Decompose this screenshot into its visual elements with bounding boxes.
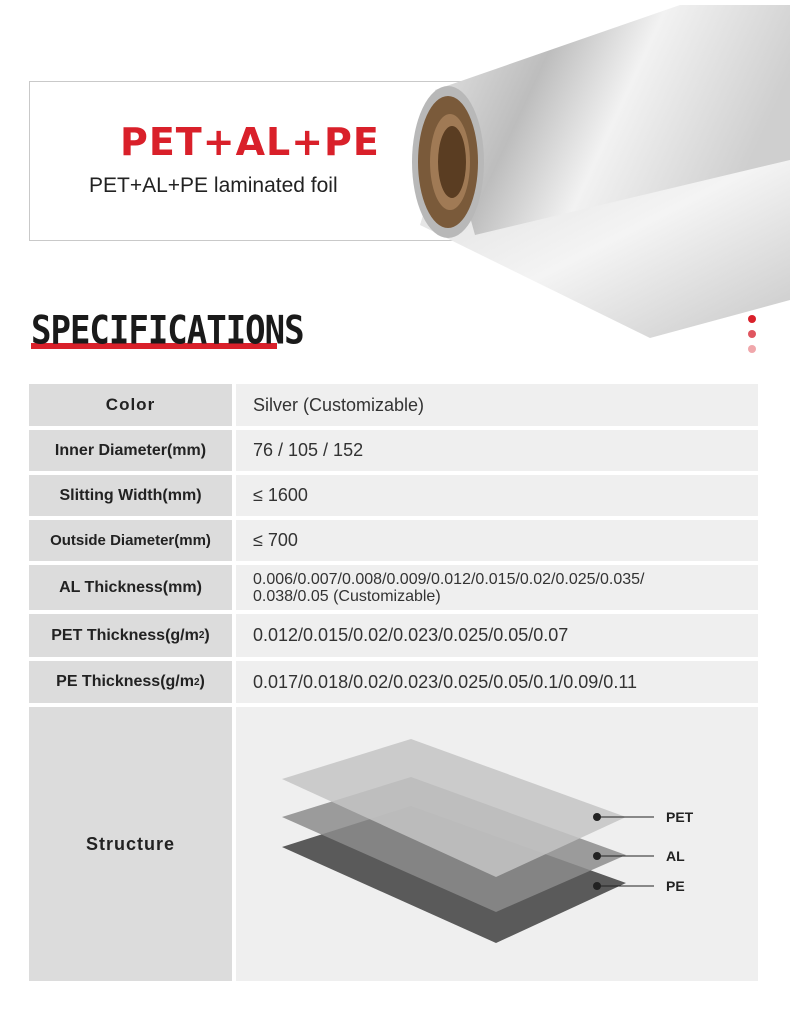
pe-layer-label: PE [666,878,685,894]
pet-layer-label: PET [666,809,694,825]
hero-subtitle: PET+AL+PE laminated foil [89,174,338,197]
foil-roll-image [380,0,790,340]
label-text: PE Thickness(g/m [56,673,194,690]
row-label: Structure [29,707,232,981]
row-label [29,614,232,657]
row-value: ≤ 1600 [236,475,758,516]
row-value: ≤ 700 [236,520,758,561]
label-end: ) [199,673,205,690]
superscript: 2 [198,630,205,641]
al-layer-label: AL [666,848,685,864]
table-row [29,707,758,981]
table-row [29,475,758,516]
row-label: Color [29,384,232,426]
table-row [29,430,758,471]
table-row [29,661,758,703]
row-value: 76 / 105 / 152 [236,430,758,471]
table-row [29,384,758,426]
decorative-dot [748,330,756,338]
table-row [29,520,758,561]
row-value: Silver (Customizable) [236,384,758,426]
structure-diagram-cell [236,707,758,981]
row-label: Outside Diameter(mm) [29,520,232,561]
row-label: AL Thickness(mm) [29,565,232,610]
decorative-dot [748,345,756,353]
row-label: Slitting Width(mm) [29,475,232,516]
row-value: 0.017/0.018/0.02/0.023/0.025/0.05/0.1/0.09/0.11 [236,661,758,703]
section-heading: SPECIFICATIONS [31,308,304,354]
label-text: PET Thickness(g/m [51,626,199,644]
superscript: 2 [193,676,200,688]
label-end: ) [204,626,210,644]
table-row [29,565,758,610]
row-value: 0.012/0.015/0.02/0.023/0.025/0.05/0.07 [236,614,758,657]
layer-structure-diagram [236,707,758,981]
row-label [29,661,232,703]
decorative-dot [748,315,756,323]
hero-title: PET+AL+PE [120,120,380,164]
row-value: 0.006/0.007/0.008/0.009/0.012/0.015/0.02/0.025/0.035/ 0.038/0.05 (Customizable) [236,565,758,610]
table-row [29,614,758,657]
row-label: Inner Diameter(mm) [29,430,232,471]
